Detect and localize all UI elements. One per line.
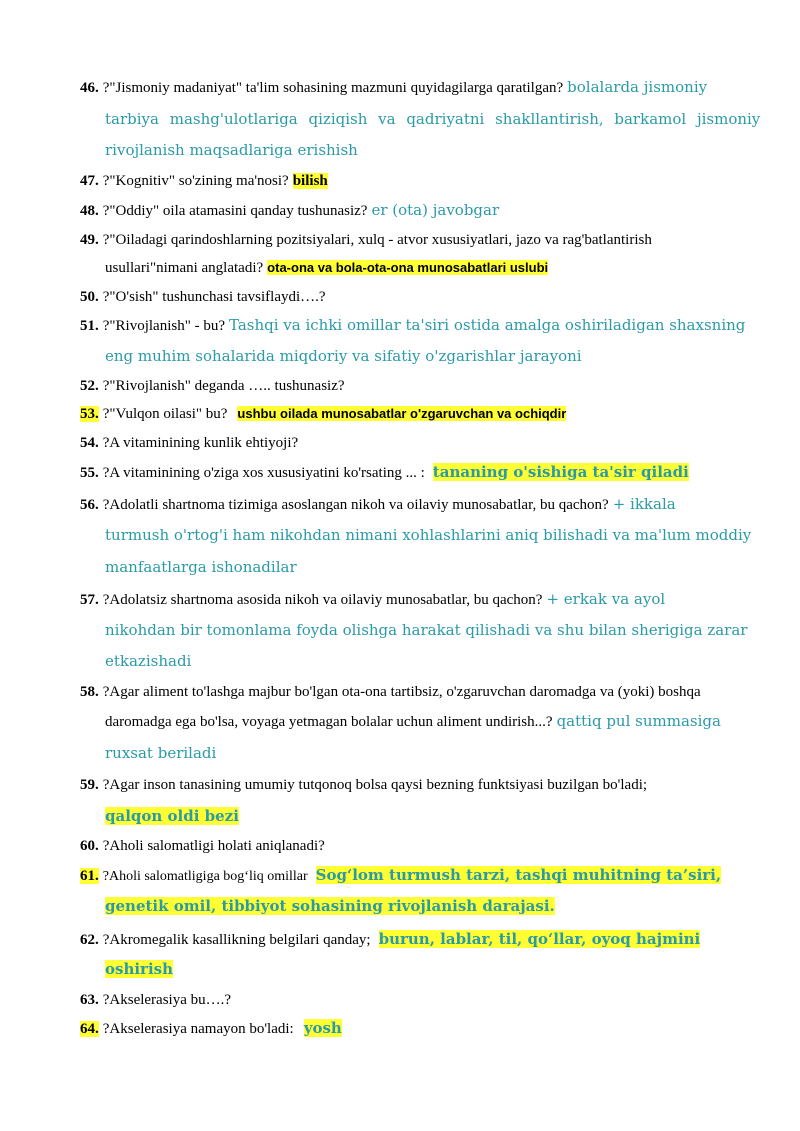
question-51 (80, 315, 745, 336)
question-text: ?Agar aliment to'lashga majbur bo'lgan ota-ona tartibsiz, o'zgaruvchan daromadga va (yoki) boshqa (102, 684, 701, 700)
question-number: 59. (80, 777, 99, 793)
question-60 (80, 836, 325, 856)
question-number: 61. (80, 868, 99, 884)
answer-text: oshirish (105, 960, 174, 978)
question-text: ?Adolatli shartnoma tizimiga asoslangan nikoh va oilaviy munosabatlar, bu qachon? (102, 497, 609, 513)
question-text: ?A vitaminining o'ziga xos xususiyatini ko'rsating ... : (102, 465, 425, 481)
question-text: ?Akselerasiya namayon bo'ladi: (102, 1021, 294, 1037)
question-text: ?A vitaminining kunlik ehtiyoji? (102, 435, 299, 451)
answer-line (105, 620, 747, 641)
question-number: 58. (80, 684, 99, 700)
question-text: ?"Kognitiv" so'zining ma'nosi? (102, 173, 289, 189)
answer-text: bilish (292, 173, 328, 189)
answer-text: ota-ona va bola-ota-ona munosabatlari uslubi (267, 260, 549, 275)
question-number: 62. (80, 932, 99, 948)
answer-line (105, 959, 173, 980)
question-46 (80, 77, 707, 98)
answer-text: manfaatlarga ishonadilar (105, 558, 297, 576)
answer-text: ruxsat beriladi (105, 744, 217, 762)
question-number: 50. (80, 289, 99, 305)
answer-line (105, 525, 751, 546)
answer-text: burun, lablar, til, qo‘llar, oyoq hajmini (378, 930, 701, 948)
answer-line (105, 140, 358, 161)
question-text: ?Akselerasiya bu….? (102, 992, 232, 1008)
answer-line (105, 557, 297, 578)
answer-line (105, 651, 191, 672)
answer-text: qattiq pul summasiga (556, 712, 721, 730)
question-number: 55. (80, 465, 99, 481)
question-63 (80, 990, 231, 1010)
answer-text: ushbu oilada munosabatlar o'zgaruvchan va ochiqdir (237, 406, 567, 421)
question-number: 48. (80, 203, 99, 219)
question-57 (80, 589, 665, 610)
question-text: ?"Vulqon oilasi" bu? (102, 406, 228, 422)
question-number: 57. (80, 592, 99, 608)
question-64 (80, 1018, 342, 1039)
question-number: 51. (80, 318, 99, 334)
question-text: ?"Oddiy" oila atamasini qanday tushunasiz? (102, 203, 368, 219)
question-number: 46. (80, 80, 99, 96)
answer-line (105, 896, 555, 917)
question-text: ?Aholi salomatligi holati aniqlanadi? (102, 838, 325, 854)
answer-text: tananing o'sishiga ta'sir qiladi (432, 463, 689, 481)
question-text: ?Adolatsiz shartnoma asosida nikoh va oilaviy munosabatlar, bu qachon? (102, 592, 543, 608)
answer-text: tarbiya mashg'ulotlariga qiziqish va qadriyatni shakllantirish, barkamol jismoniy (105, 110, 761, 128)
answer-text: Sog‘lom turmush tarzi, tashqi muhitning ta’siri, (315, 866, 722, 884)
question-number: 63. (80, 992, 99, 1008)
answer-text: bolalarda jismoniy (567, 78, 708, 96)
question-text: ?Aholi salomatligiga bog‘liq omillar (102, 869, 308, 884)
question-55 (80, 462, 689, 483)
question-number: 60. (80, 838, 99, 854)
question-54 (80, 433, 298, 453)
question-line (105, 711, 721, 732)
question-56 (80, 494, 676, 515)
question-text: usullari"nimani anglatadi? (105, 260, 264, 276)
answer-text: turmush o'rtog'i ham nikohdan nimani xohlashlarini aniq bilishadi va ma'lum moddiy (105, 526, 752, 544)
question-58 (80, 682, 701, 702)
answer-text: Tashqi va ichki omillar ta'siri ostida amalga oshiriladigan shaxsning (228, 316, 746, 334)
question-59 (80, 775, 647, 795)
answer-text: yosh (303, 1019, 342, 1037)
answer-line (105, 346, 582, 367)
question-text: ?"Rivojlanish" deganda ….. tushunasiz? (102, 378, 345, 394)
question-text: ?Agar inson tanasining umumiy tutqonoq bolsa qaysi bezning funktsiyasi buzilgan bo'ladi; (102, 777, 648, 793)
answer-text: er (ota) javobgar (371, 201, 500, 219)
answer-text: rivojlanish maqsadlariga erishish (105, 141, 358, 159)
question-text: ?Akromegalik kasallikning belgilari qanday; (102, 932, 371, 948)
question-number: 47. (80, 173, 99, 189)
question-text: ?"Oiladagi qarindoshlarning pozitsiyalari, xulq - atvor xususiyatlari, jazo va rag'batlantirish (102, 232, 652, 248)
question-number: 53. (80, 406, 99, 422)
answer-text: qalqon oldi bezi (105, 807, 239, 825)
question-number: 49. (80, 232, 99, 248)
question-49 (80, 230, 652, 250)
question-text: ?"Jismoniy madaniyat" ta'lim sohasining mazmuni quyidagilarga qaratilgan? (102, 80, 564, 96)
question-61 (80, 865, 721, 887)
question-48 (80, 200, 499, 221)
question-text: ?"O'sish" tushunchasi tavsiflaydi….? (102, 289, 326, 305)
answer-line (105, 806, 239, 827)
answer-text: genetik omil, tibbiyot sohasining rivojlanish darajasi. (105, 897, 555, 915)
answer-line (105, 743, 216, 764)
question-47 (80, 171, 328, 191)
answer-text: eng muhim sohalarida miqdoriy va sifatiy o'zgarishlar jarayoni (105, 347, 582, 365)
question-line (105, 258, 548, 278)
question-52 (80, 376, 345, 396)
answer-text: etkazishadi (105, 652, 192, 670)
answer-text: + erkak va ayol (546, 590, 666, 608)
question-text: daromadga ega bo'lsa, voyaga yetmagan bolalar uchun aliment undirish...? (105, 714, 553, 730)
question-number: 54. (80, 435, 99, 451)
answer-line (105, 109, 760, 130)
question-53 (80, 404, 566, 424)
question-62 (80, 929, 700, 950)
answer-text: nikohdan bir tomonlama foyda olishga harakat qilishadi va shu bilan sherigiga zarar (105, 621, 748, 639)
question-number: 56. (80, 497, 99, 513)
question-text: ?"Rivojlanish" - bu? (102, 318, 225, 334)
question-50 (80, 287, 326, 307)
answer-text: + ikkala (612, 495, 676, 513)
question-number: 64. (80, 1021, 99, 1037)
question-number: 52. (80, 378, 99, 394)
